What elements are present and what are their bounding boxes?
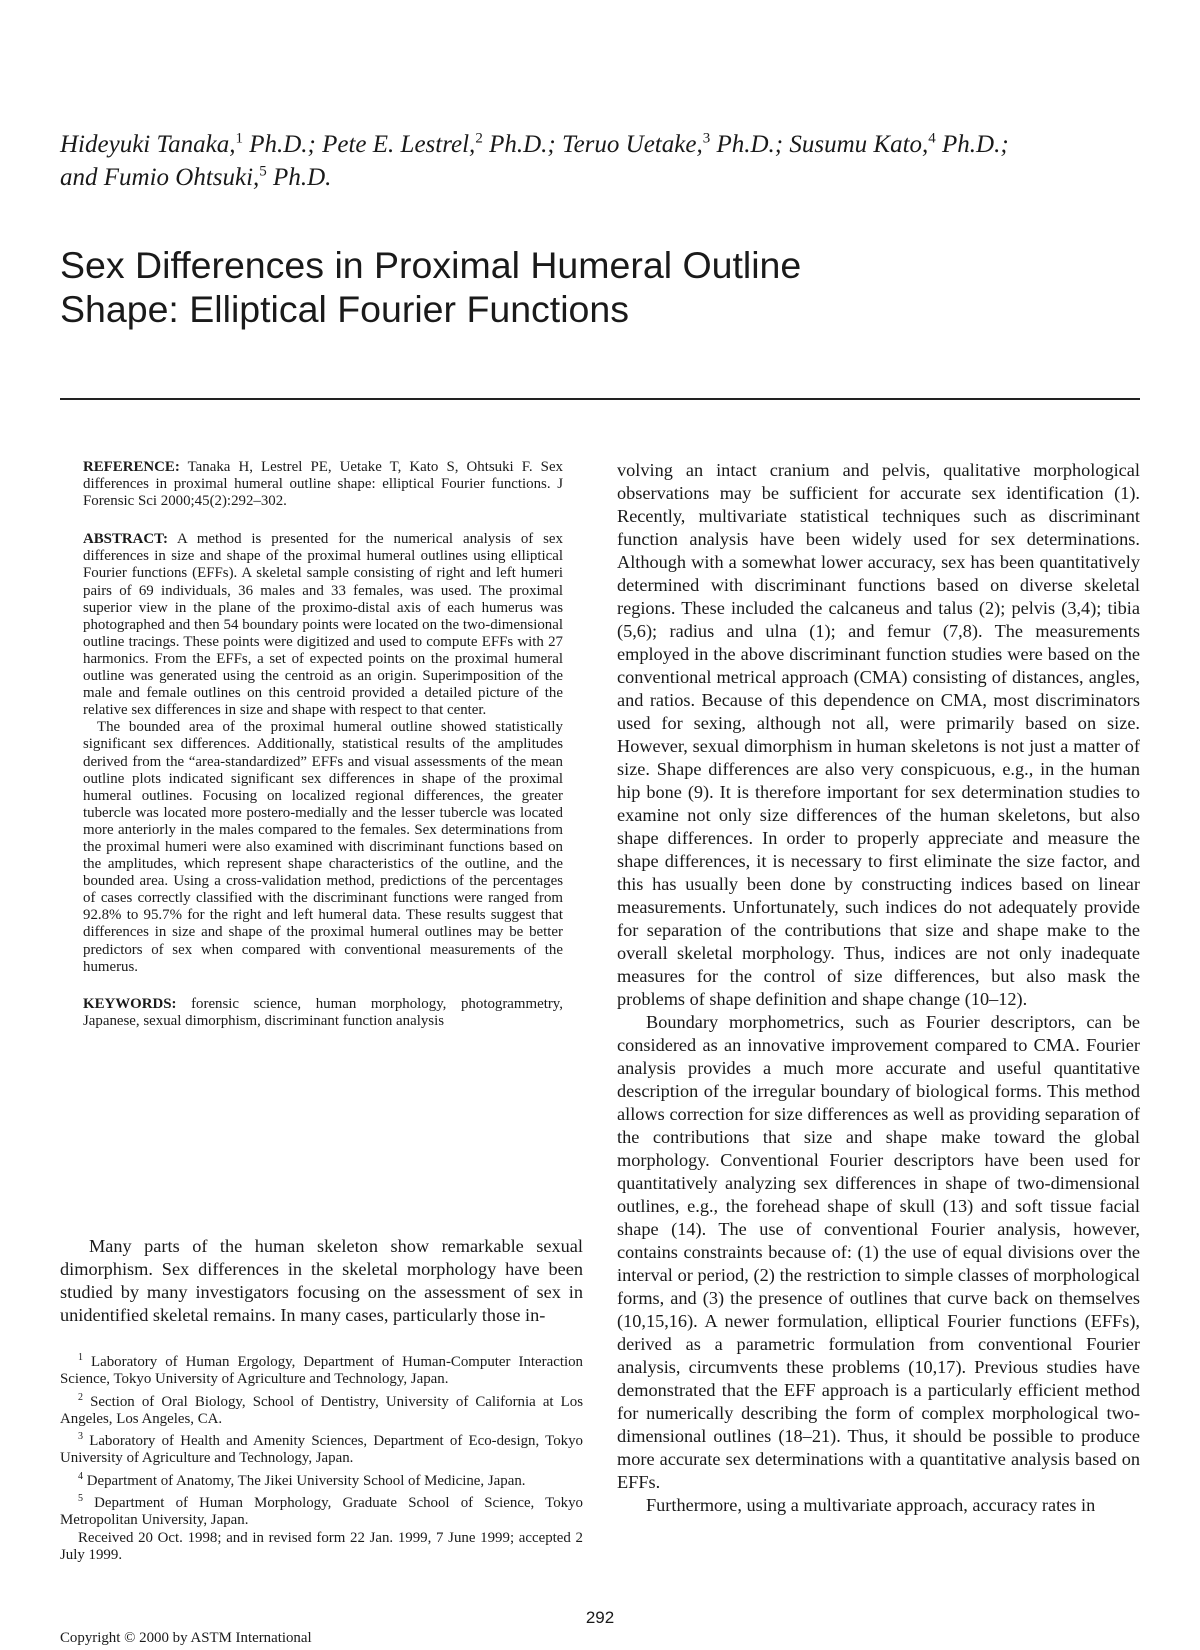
author-2: Pete E. Lestrel,$^2$ Ph.D.; xyxy=(322,130,556,158)
footnote-3: $^3$ Laboratory of Health and Amenity Sciences, Department of Eco-design, Tokyo University of Agriculture and Technology, Japan. xyxy=(60,1431,583,1467)
keywords-label: KEYWORDS: xyxy=(83,995,177,1012)
footnotes xyxy=(60,1349,583,1564)
abstract-paragraph-2: The bounded area of the proximal humeral outline showed statistically significant sex differences. Additionally, statistical results of the amplitudes derived from the “area-standardized” EFFs and visual assessments of the mean outline plots indicated significant sex differences in shape of the proximal humeral outlines. Focusing on localized regional differences, the greater tubercle was located more postero-medially and the lesser tubercle was located more anteriorly in the males compared to the females. Sex determinations from the proximal humeri were also examined with discriminant functions based on the amplitudes, which represent shape characteristics of the outline, and the bounded area. Using a cross-validation method, predictions of the percentages of cases correctly classified with the discriminant functions were ranged from 92.8% to 95.7% for the right and left humeral data. These results suggest that differences in size and shape of the proximal humeral outlines may be better predictors of sex when compared with conventional measurements of the humerus. xyxy=(83,719,563,975)
introduction-block xyxy=(60,1235,583,1327)
keywords-text: forensic science, human morphology, photogrammetry, Japanese, sexual dimorphism, discriminant function analysis xyxy=(83,995,563,1029)
body-paragraph-1: volving an intact cranium and pelvis, qualitative morphological observations may be sufficient for accurate sex identification (1). Recently, multivariate statistical techniques such as discriminant function analysis have been widely used for sex determinations. Although with a somewhat lower accuracy, sex has been quantitatively determined with discriminant functions based on diverse skeletal regions. These included the calcaneus and talus (2); pelvis (3,4); tibia (5,6); radius and ulna (1); and femur (7,8). The measurements employed in the above discriminant function studies were based on the conventional metrical approach (CMA) consisting of distances, angles, and ratios. Because of this dependence on CMA, most discriminators used for sexing, although not all, were primarily based on size. However, sexual dimorphism in human skeletons is not just a matter of size. Shape differences are also very conspicuous, e.g., in the human hip bone (9). It is therefore important for sex determination studies to examine not only size differences of the human skeletons, but also shape differences. In order to properly appreciate and measure the shape differences, it is necessary to first eliminate the size factor, and this has usually been done by constructing indices based on linear measurements. Unfortunately, such indices do not adequately provide for separation of the contributions that size and shape make to the overall skeletal morphology. Thus, indices are not only inadequate measures for the control of size differences, but also mask the problems of shape definition and shape change (10–12). xyxy=(617,460,1140,1009)
keywords-paragraph xyxy=(83,996,563,1030)
copyright-notice: Copyright © 2000 by ASTM International xyxy=(60,1630,312,1646)
title-line-2: Shape: Elliptical Fourier Functions xyxy=(60,288,630,330)
intro-paragraph: Many parts of the human skeleton show remarkable sexual dimorphism. Sex differences in the skeletal morphology have been studied by many investigators focusing on the assessment of sex in unidentified skeletal remains. In many cases, particularly those in- xyxy=(60,1236,583,1325)
reference-paragraph xyxy=(83,459,563,510)
footnote-2: $^2$ Section of Oral Biology, School of Dentistry, University of California at Los Angeles, Los Angeles, CA. xyxy=(60,1391,583,1427)
reference-text: Tanaka H, Lestrel PE, Uetake T, Kato S, Ohtsuki F. Sex differences in proximal humeral outline shape: elliptical Fourier functions. J Forensic Sci 2000;45(2):292–302. xyxy=(83,459,563,510)
page-number: 292 xyxy=(585,1608,615,1627)
author-4: Susumu Kato,$^4$ Ph.D.; xyxy=(789,130,1009,158)
body-column-right xyxy=(617,459,1140,1517)
paper-title xyxy=(60,243,1140,331)
author-5: and Fumio Ohtsuki,$^5$ Ph.D. xyxy=(60,163,332,191)
body-paragraph-3: Furthermore, using a multivariate approach, accuracy rates in xyxy=(646,1495,1096,1515)
footnote-5: $^5$ Department of Human Morphology, Graduate School of Science, Tokyo Metropolitan University, Japan. xyxy=(60,1492,583,1529)
abstract-label: ABSTRACT: xyxy=(83,531,168,548)
abstract-paragraph-1 xyxy=(83,531,563,719)
footnote-4: $^4$ Department of Anatomy, The Jikei University School of Medicine, Japan. xyxy=(78,1470,526,1489)
title-divider xyxy=(60,398,1140,400)
reference-label: REFERENCE: xyxy=(83,459,180,475)
body-paragraph-2: Boundary morphometrics, such as Fourier descriptors, can be considered as an innovative improvement compared to CMA. Fourier analysis provides a much more accurate and useful quantitative description of the irregular boundary of biological forms. This method allows correction for size differences as well as providing separation of the contributions that size and shape make toward the global morphology. Conventional Fourier descriptors have been used for quantitatively analyzing sex differences in shape of two-dimensional outlines, e.g., the forehead shape of skull (13) and soft tissue facial shape (14). The use of conventional Fourier analysis, however, contains constraints because of: (1) the use of equal divisions over the interval or period, (2) the restriction to simple classes of morphological forms, and (3) the presence of outlines that curve back on themselves (10,15,16). A newer formulation, elliptical Fourier functions (EFFs), derived as a parametric formulation from conventional Fourier analysis, circumvents these problems (10,17). Previous studies have demonstrated that the EFF approach is a particularly efficient method for numerically describing the form of complex morphological two-dimensional outlines (18–21). Thus, it should be possible to produce more accurate sex determinations with a quantitative analysis based on EFFs. xyxy=(617,1012,1140,1492)
author-1: Hideyuki Tanaka,$^1$ Ph.D.; xyxy=(60,130,316,158)
received-note: Received 20 Oct. 1998; and in revised form 22 Jan. 1999, 7 June 1999; accepted 2 July 1999. xyxy=(60,1529,583,1563)
abstract-text-1: A method is presented for the numerical analysis of sex differences in size and shape of the proximal humeral outlines using elliptical Fourier functions (EFFs). A skeletal sample consisting of right and left humeri pairs of 69 individuals, 36 males and 33 females, was used. The proximal superior view in the plane of the proximo-distal axis of each humerus was photographed and then 54 boundary points were located on the two-dimensional outline tracings. These points were digitized and used to compute EFFs with 27 harmonics. From the EFFs, a set of expected points on the proximal humeral outline was generated using the centroid as an origin. Superimposition of the male and female outlines on this centroid provided a detailed picture of the relative sex differences in size and shape with respect to that center. xyxy=(83,531,563,719)
author-list xyxy=(60,128,1140,194)
author-3: Teruo Uetake,$^3$ Ph.D.; xyxy=(561,130,784,158)
title-line-1: Sex Differences in Proximal Humeral Outline xyxy=(60,244,802,286)
abstract-block xyxy=(83,459,563,1030)
footnote-1: $^1$ Laboratory of Human Ergology, Department of Human-Computer Interaction Science, Tokyo University of Agriculture and Technology, Japan. xyxy=(60,1352,583,1388)
